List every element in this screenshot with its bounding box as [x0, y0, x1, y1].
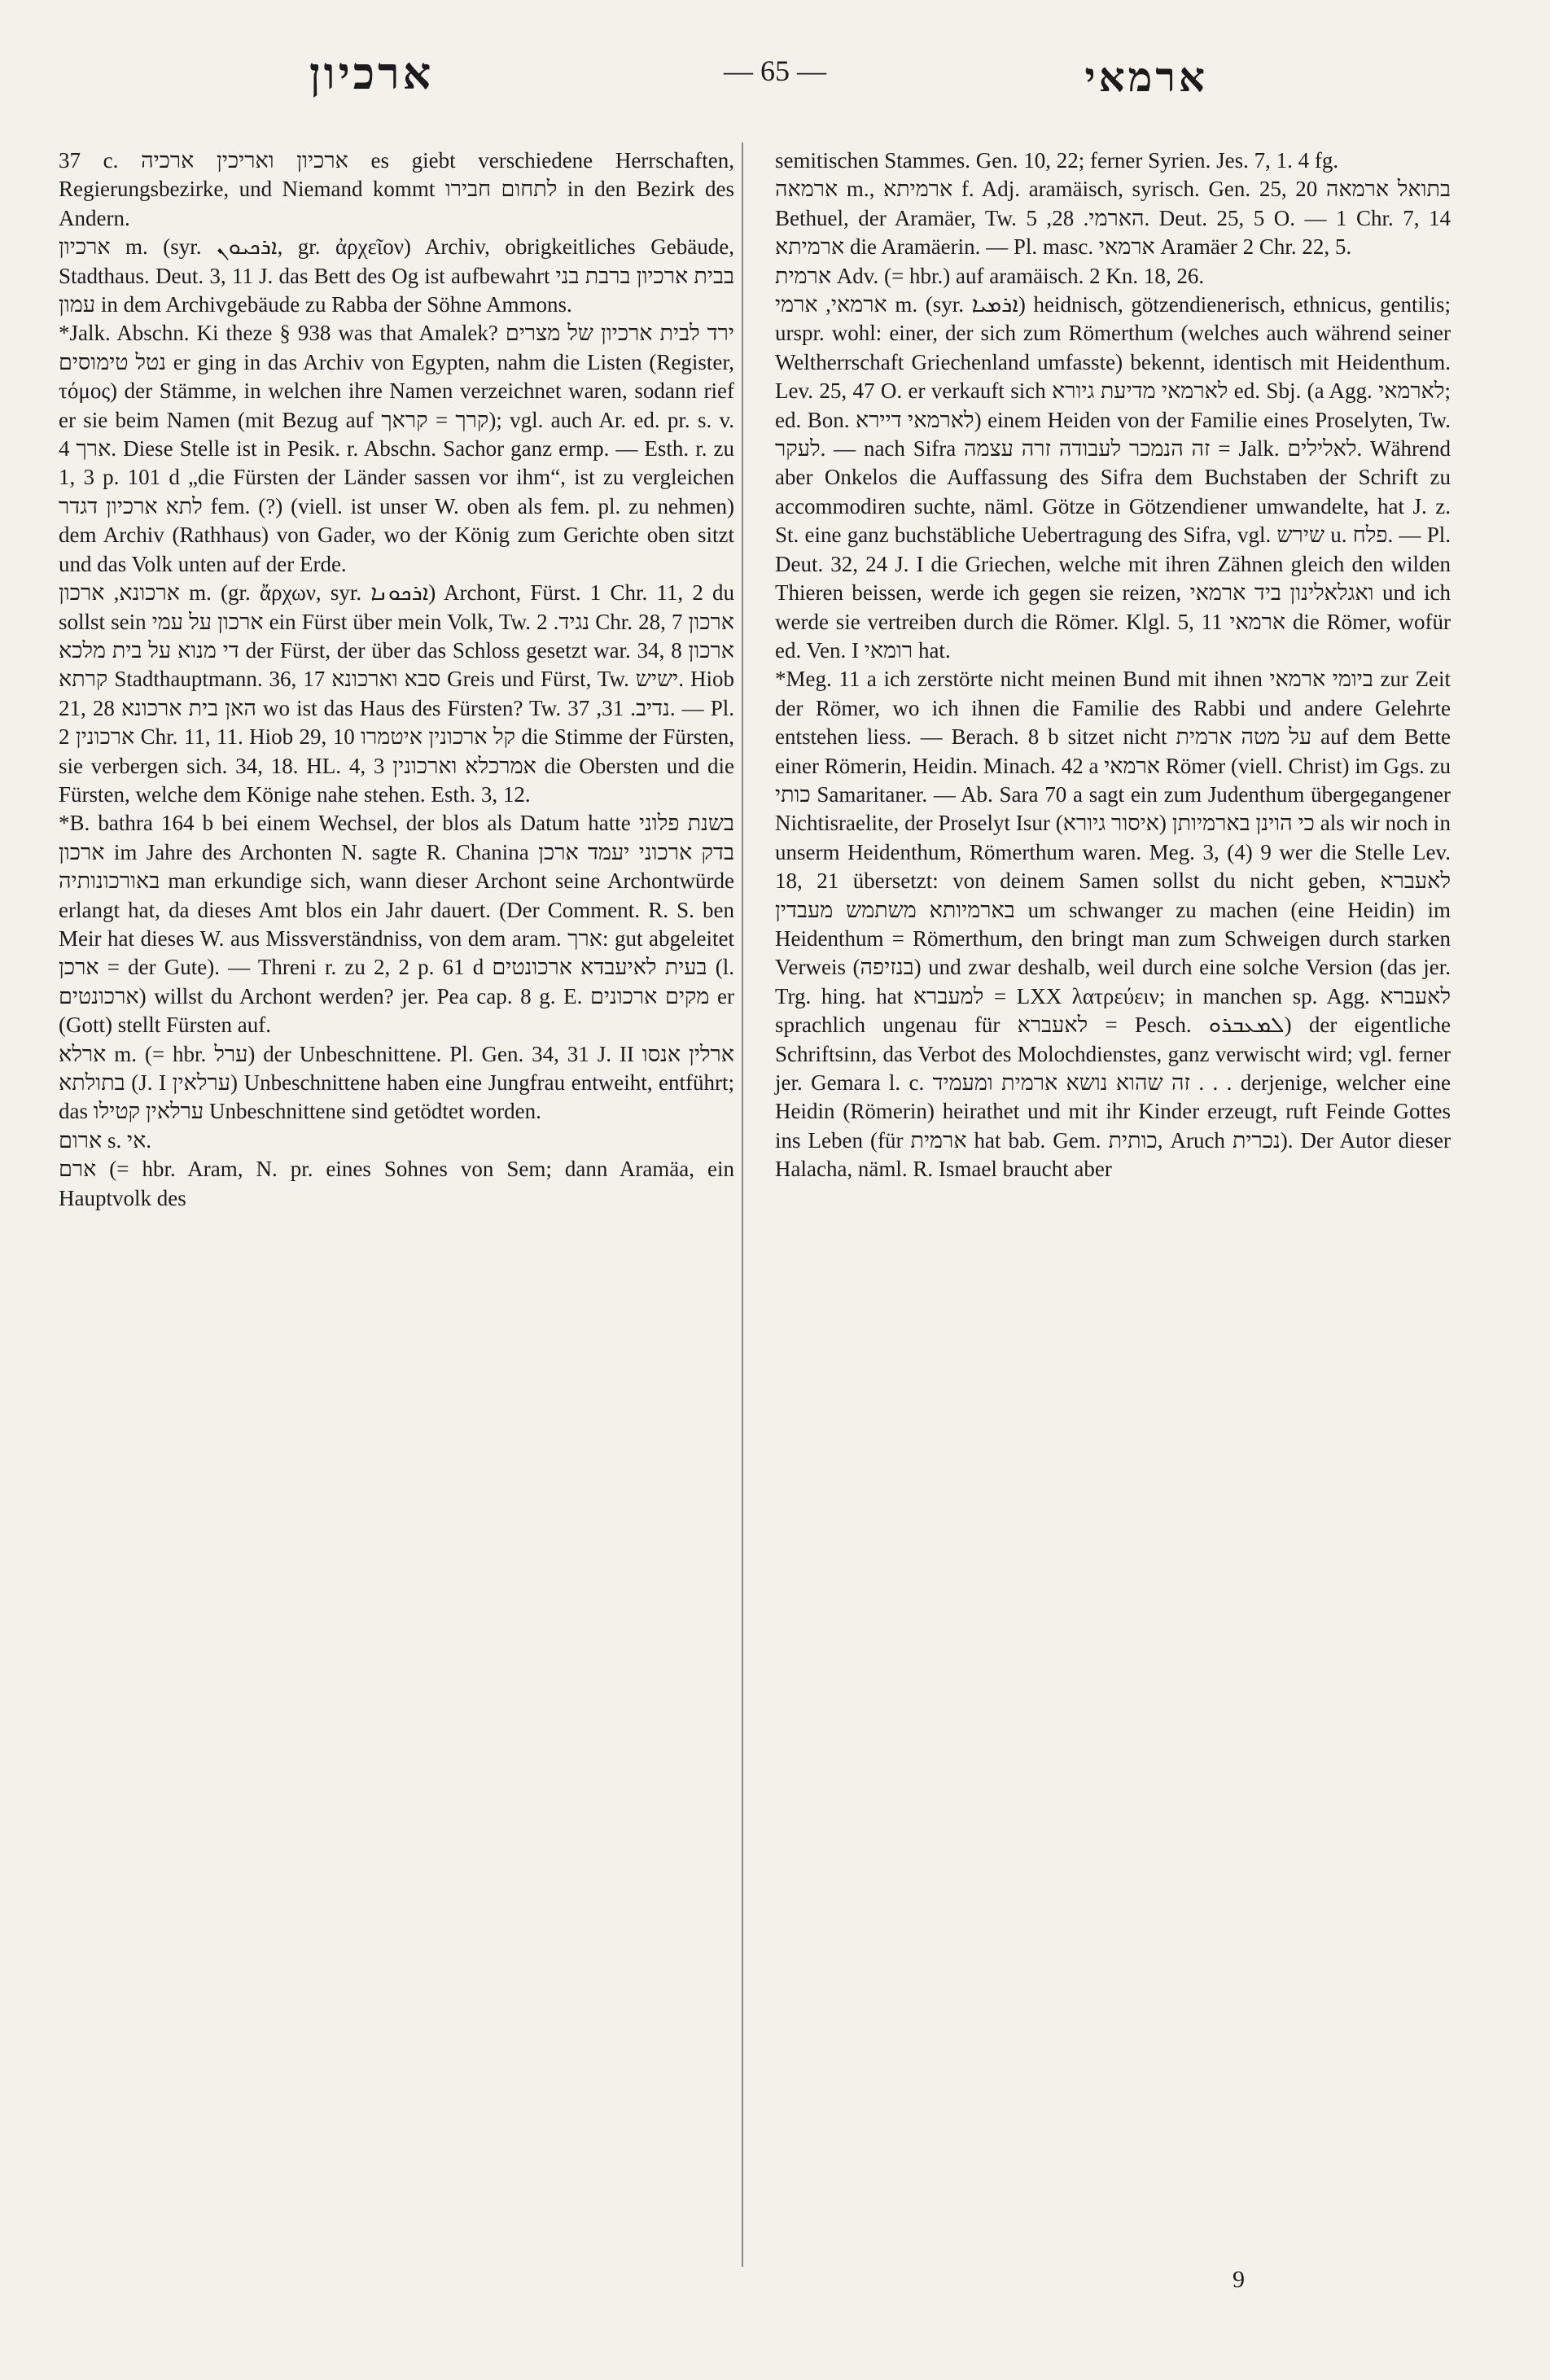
entry-arkhon-note: *B. bathra 164 b bei einem Wechsel, der blos als Datum hatte בשנת פלוני ארכון im Jahre des Archonten N. sagte R. Chanina בדק ארכוני יעמד ארכן באורכונותיה man erkundige sich, wann dieser Archont seine Archontwürde erlangt hat, da dieses Amt blos ein Jahr dauert. (Der Comment. R. S. ben Meir hat dieses W. aus Missverständniss, von dem aram. ארך: gut abgeleitet ארכן = der Gute). — Threni r. zu 2, 2 p. 61 d בעית לאיעבדא ארכונטים (l. ארכונטים) willst du Archont werden? jer. Pea cap. 8 g. E. מקים ארכונים er (Gott) stellt Fürsten auf.: [59, 811, 735, 1038]
right-column: [775, 147, 1451, 1184]
entry-aramit: ארמית Adv. (= hbr.) auf aramäisch. 2 Kn. 18, 26.: [775, 263, 1205, 288]
entry-arkhion-note: *Jalk. Abschn. Ki theze § 938 was that Amalek? ירד לבית ארכיון של מצרים נטל טימוסים er ging in das Archiv von Egypten, nahm die Listen (Register, τόμος) der Stämme, in welchen ihre Namen verzeichnet waren, sodann rief er sie beim Namen (mit Bezug auf קרך = קראך); vgl. auch Ar. ed. pr. s. v. ארך 4. Diese Stelle ist in Pesik. r. Abschn. Sachor ganz ermp. — Esth. r. zu 1, 3 p. 101 d „die Fürsten der Länder sassen vor ihm“, ist zu vergleichen לתא ארכיון דגדר fem. (?) (viell. ist unser W. oben als fem. pl. zu nehmen) dem Archiv (Rathhaus) von Gader, wo der König zum Gerichte oben sitzt und das Volk unten auf der Erde.: [59, 321, 735, 576]
entry-arla: ארלא m. (= hbr. ערל) der Unbeschnittene. Pl. Gen. 34, 31 J. II ארלין אנסו בתולתא (J. I ערלאין) Unbeschnittene haben eine Jungfrau entweiht, entführt; das ערלאין קטילו Unbeschnittene sind getödtet worden.: [59, 1041, 735, 1124]
entry-arkhion: ארכיון m. (syr. ܐܪܟܝܘܢ, gr. ἀρχεῖον) Archiv, obrigkeitliches Gebäude, Stadthaus. Deut. 3, 11 J. das Bett des Og ist aufbewahrt בבית ארכיון ברבת בני עמון in dem Archivgebäude zu Rabba der Söhne Ammons.: [59, 234, 734, 317]
entry-arkhon: ארכונא, ארכון m. (gr. ἄρχων, syr. ܐܪܟܘܢܐ) Archont, Fürst. 1 Chr. 11, 2 du sollst sein ארכון על עמי ein Fürst über mein Volk, Tw. נגיד. 2 Chr. 28, 7 ארכון די מנוא על בית מלכא der Fürst, der über das Schloss gesetzt war. 34, 8 ארכון קרתא Stadthauptmann. 36, 17 סבא וארכונא Greis und Fürst, Tw. ישיש. Hiob 21, 28 האן בית ארכונא wo ist das Haus des Fürsten? Tw. נדיב. 31, 37. — Pl. ארכונין 2 Chr. 11, 11. Hiob 29, 10 קל ארכונין איטמרו die Stimme der Fürsten, sie verbergen sich. 34, 18. HL. 4, 3 אמרכלא וארכונין die Obersten und die Fürsten, welche dem Könige nahe stehen. Esth. 3, 12.: [59, 580, 735, 807]
left-column: [59, 147, 734, 1213]
column-divider: [742, 142, 743, 2267]
running-head-right-word: ארמאי: [1084, 55, 1208, 100]
entry-arkhia-continued: 37 c. ארכיון ואריכין ארכיה es giebt verschiedene Herrschaften, Regierungsbezirke, und Niemand kommt לתחום חבירו in den Bezirk des Andern.: [59, 148, 734, 230]
running-head-left-word: ארכיון: [309, 50, 435, 98]
entry-aram-continued: semitischen Stammes. Gen. 10, 22; ferner Syrien. Jes. 7, 1. 4 fg.: [775, 148, 1339, 173]
entry-aram: ארם (= hbr. Aram, N. pr. eines Sohnes von Sem; dann Aramäa, ein Hauptvolk des: [59, 1157, 734, 1210]
entry-armai: ארמאי, ארמי m. (syr. ܐܪܡܝܐ) heidnisch, götzendienerisch, ethnicus, gentilis; urspr. wohl: einer, der sich zum Römerthum (welches auch während seiner Weltherrschaft Griechenland umfasste) bekennt, identisch mit Heidenthum. Lev. 25, 47 O. er verkauft sich לארמאי מדיעת גיורא ed. Sbj. (a Agg. לארמאי; ed. Bon. לארמאי דיירא) einem Heiden von der Familie eines Proselyten, Tw. לעקר. — nach Sifra זה הנמכר לעבודה זרה עצמה = Jalk. לאלילים. Während aber Onkelos die Auffassung des Sifra dem Buchstaben der Schrift zu accommodiren suchte, näml. Götze in Götzendiener umwandelte, hat J. z. St. eine ganz buchstäbliche Uebertragung des Sifra, vgl. שירש u. פלח. — Pl. Deut. 32, 24 J. I die Griechen, welche mit ihren Zähnen gleich den wilden Thieren beissen, werde ich gegen sie reizen, ואגלאלינון ביד ארמאי und ich werde sie vertreiben durch die Römer. Klgl. 5, 11 ארמאי die Römer, wofür ed. Ven. I רומאי hat.: [775, 292, 1451, 663]
signature-mark: 9: [1233, 2266, 1245, 2293]
entry-armai-note: *Meg. 11 a ich zerstörte nicht meinen Bund mit ihnen ביומי ארמאי zur Zeit der Römer, wo ich ihnen die Familie des Rabbi und andere Gelehrte entstehen liess. — Berach. 8 b sitzet nicht על מטה ארמית auf dem Bette einer Römerin, Heidin. Minach. 42 a ארמאי Römer (viell. Christ) im Ggs. zu כותי Samaritaner. — Ab. Sara 70 a sagt ein zum Judenthum übergegangener Nichtisraelite, der Proselyt Isur (איסור גיורא) כי הוינן בארמיותן als wir noch in unserm Heidenthum, Römerthum waren. Meg. 3, (4) 9 wer die Stelle Lev. 18, 21 übersetzt: von deinem Samen sollst du nicht geben, לאעברא בארמיותא משתמש מעבדין um schwanger zu machen (eine Heidin) im Heidenthum = Römerthum, den bringt man zum Schweigen durch starken Verweis (בנזיפה) und zwar deshalb, weil durch eine solche Version (das jer. Trg. hing. hat למעברא = LXX λατρεύειν; in manchen sp. Agg. לאעברא sprachlich ungenau für לאעברא = Pesch. ܠܡܥܒܪܘ) der eigentliche Schriftsinn, das Verbot des Molochdienstes, ganz verwischt wird; vgl. ferner jer. Gemara l. c. זה שהוא נושא ארמית ומעמיד . . . derjenige, welcher eine Heidin (Römerin) heirathet und mit ihr Kinder erzeugt, ruft Feinde Gottes ins Leben (für ארמית hat bab. Gem. כותית, Aruch נכרית). Der Autor dieser Halacha, näml. R. Ismael braucht aber: [775, 667, 1451, 1182]
running-head: [57, 49, 1493, 106]
entry-aramaa: ארמאה m., ארמיתא f. Adj. aramäisch, syrisch. Gen. 25, 20 בתואל ארמאה Bethuel, der Aramäer, Tw. הארמי. 28, 5. Deut. 25, 5 O. — 1 Chr. 7, 14 ארמיתא die Aramäerin. — Pl. masc. ארמאי Aramäer 2 Chr. 22, 5.: [775, 177, 1451, 260]
page-number: — 65 —: [724, 55, 826, 87]
entry-arum: ארום s. אי.: [59, 1127, 152, 1153]
